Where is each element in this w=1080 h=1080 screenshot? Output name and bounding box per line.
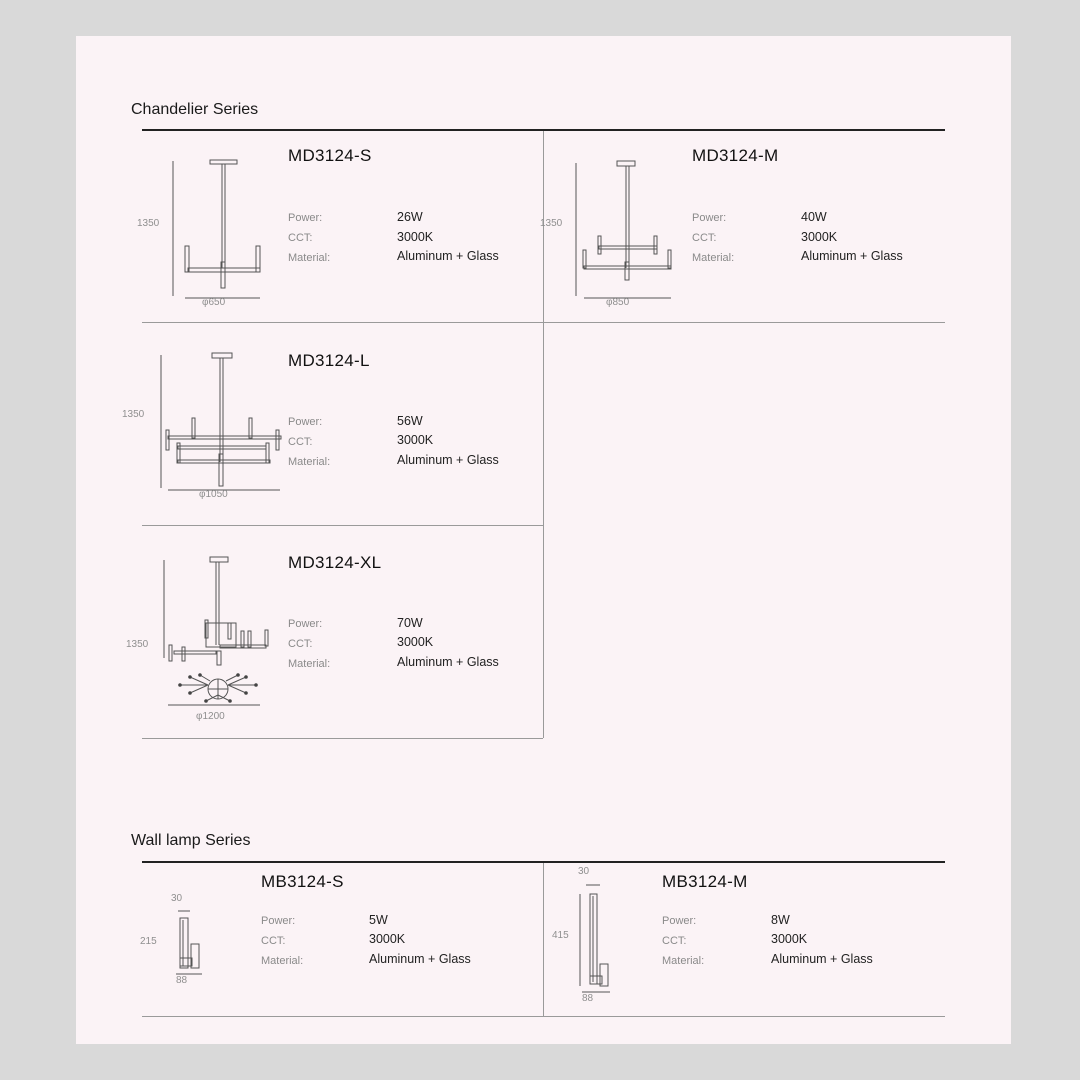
mb3124-m-power-value: 8W (771, 913, 790, 927)
md3124-xl-cct-value: 3000K (397, 635, 434, 649)
md3124-s-power-value: 26W (397, 210, 423, 224)
wall-grid-divider (543, 863, 544, 1016)
md3124-xl-diameter-dim: φ1200 (196, 711, 225, 722)
md3124-xl-model: MD3124-XL (288, 553, 382, 572)
wall-series-title: Wall lamp Series (131, 832, 251, 849)
md3124-l-cct-value: 3000K (397, 433, 434, 447)
md3124-xl-material-label: Material: (288, 658, 331, 670)
mb3124-s-height-dim: 215 (140, 936, 157, 947)
md3124-xl-drawing (160, 555, 280, 715)
mb3124-m-drawing (576, 880, 626, 995)
md3124-m-cct-value: 3000K (801, 230, 838, 244)
md3124-l-cct-label: CCT: (288, 436, 313, 448)
md3124-l-power-value: 56W (397, 414, 423, 428)
md3124-m-drawing (574, 158, 674, 308)
mb3124-s-cct-value: 3000K (369, 932, 406, 946)
md3124-s-height-dim: 1350 (137, 218, 160, 229)
md3124-s-diameter-dim: φ650 (202, 297, 226, 308)
md3124-m-model: MD3124-M (692, 146, 779, 165)
mb3124-s-drawing (168, 908, 218, 978)
grid-divider-row3 (142, 738, 543, 739)
mb3124-m-material-label: Material: (662, 955, 705, 967)
mb3124-m-cct-label: CCT: (662, 935, 687, 947)
grid-divider-row2 (142, 525, 543, 526)
mb3124-m-depth-dim: 88 (582, 993, 594, 1004)
mb3124-m-height-dim: 415 (552, 930, 569, 941)
mb3124-s-material-value: Aluminum + Glass (369, 952, 471, 966)
mb3124-m-power-label: Power: (662, 915, 697, 927)
md3124-l-drawing (158, 350, 288, 500)
md3124-m-material-label: Material: (692, 252, 735, 264)
md3124-xl-power-value: 70W (397, 616, 423, 630)
wall-bottom-rule (142, 1016, 945, 1017)
mb3124-s-depth-dim: 88 (176, 975, 188, 986)
mb3124-s-width-dim: 30 (171, 893, 183, 904)
md3124-m-power-value: 40W (801, 210, 827, 224)
mb3124-m-material-value: Aluminum + Glass (771, 952, 873, 966)
md3124-s-cct-label: CCT: (288, 232, 313, 244)
md3124-xl-material-value: Aluminum + Glass (397, 655, 499, 669)
mb3124-s-cct-label: CCT: (261, 935, 286, 947)
md3124-l-material-value: Aluminum + Glass (397, 453, 499, 467)
md3124-l-material-label: Material: (288, 456, 331, 468)
md3124-m-diameter-dim: φ850 (606, 297, 630, 308)
md3124-l-power-label: Power: (288, 416, 323, 428)
md3124-s-model: MD3124-S (288, 146, 372, 165)
md3124-m-height-dim: 1350 (540, 218, 563, 229)
mb3124-s-power-value: 5W (369, 913, 388, 927)
md3124-s-power-label: Power: (288, 212, 323, 224)
md3124-xl-power-label: Power: (288, 618, 323, 630)
mb3124-m-cct-value: 3000K (771, 932, 808, 946)
mb3124-s-material-label: Material: (261, 955, 304, 967)
mb3124-m-model: MB3124-M (662, 872, 748, 891)
mb3124-s-model: MB3124-S (261, 872, 344, 891)
mb3124-s-power-label: Power: (261, 915, 296, 927)
mb3124-m-width-dim: 30 (578, 866, 590, 877)
md3124-s-cct-value: 3000K (397, 230, 434, 244)
md3124-l-model: MD3124-L (288, 351, 370, 370)
md3124-s-drawing (170, 156, 270, 306)
md3124-l-diameter-dim: φ1050 (199, 489, 228, 500)
chandelier-series-title: Chandelier Series (131, 101, 259, 118)
md3124-l-height-dim: 1350 (122, 409, 145, 420)
md3124-s-material-label: Material: (288, 252, 331, 264)
md3124-m-cct-label: CCT: (692, 232, 717, 244)
md3124-m-material-value: Aluminum + Glass (801, 249, 903, 263)
md3124-xl-cct-label: CCT: (288, 638, 313, 650)
grid-divider-row1 (142, 322, 945, 323)
md3124-s-material-value: Aluminum + Glass (397, 249, 499, 263)
md3124-xl-height-dim: 1350 (126, 639, 149, 650)
md3124-m-power-label: Power: (692, 212, 727, 224)
